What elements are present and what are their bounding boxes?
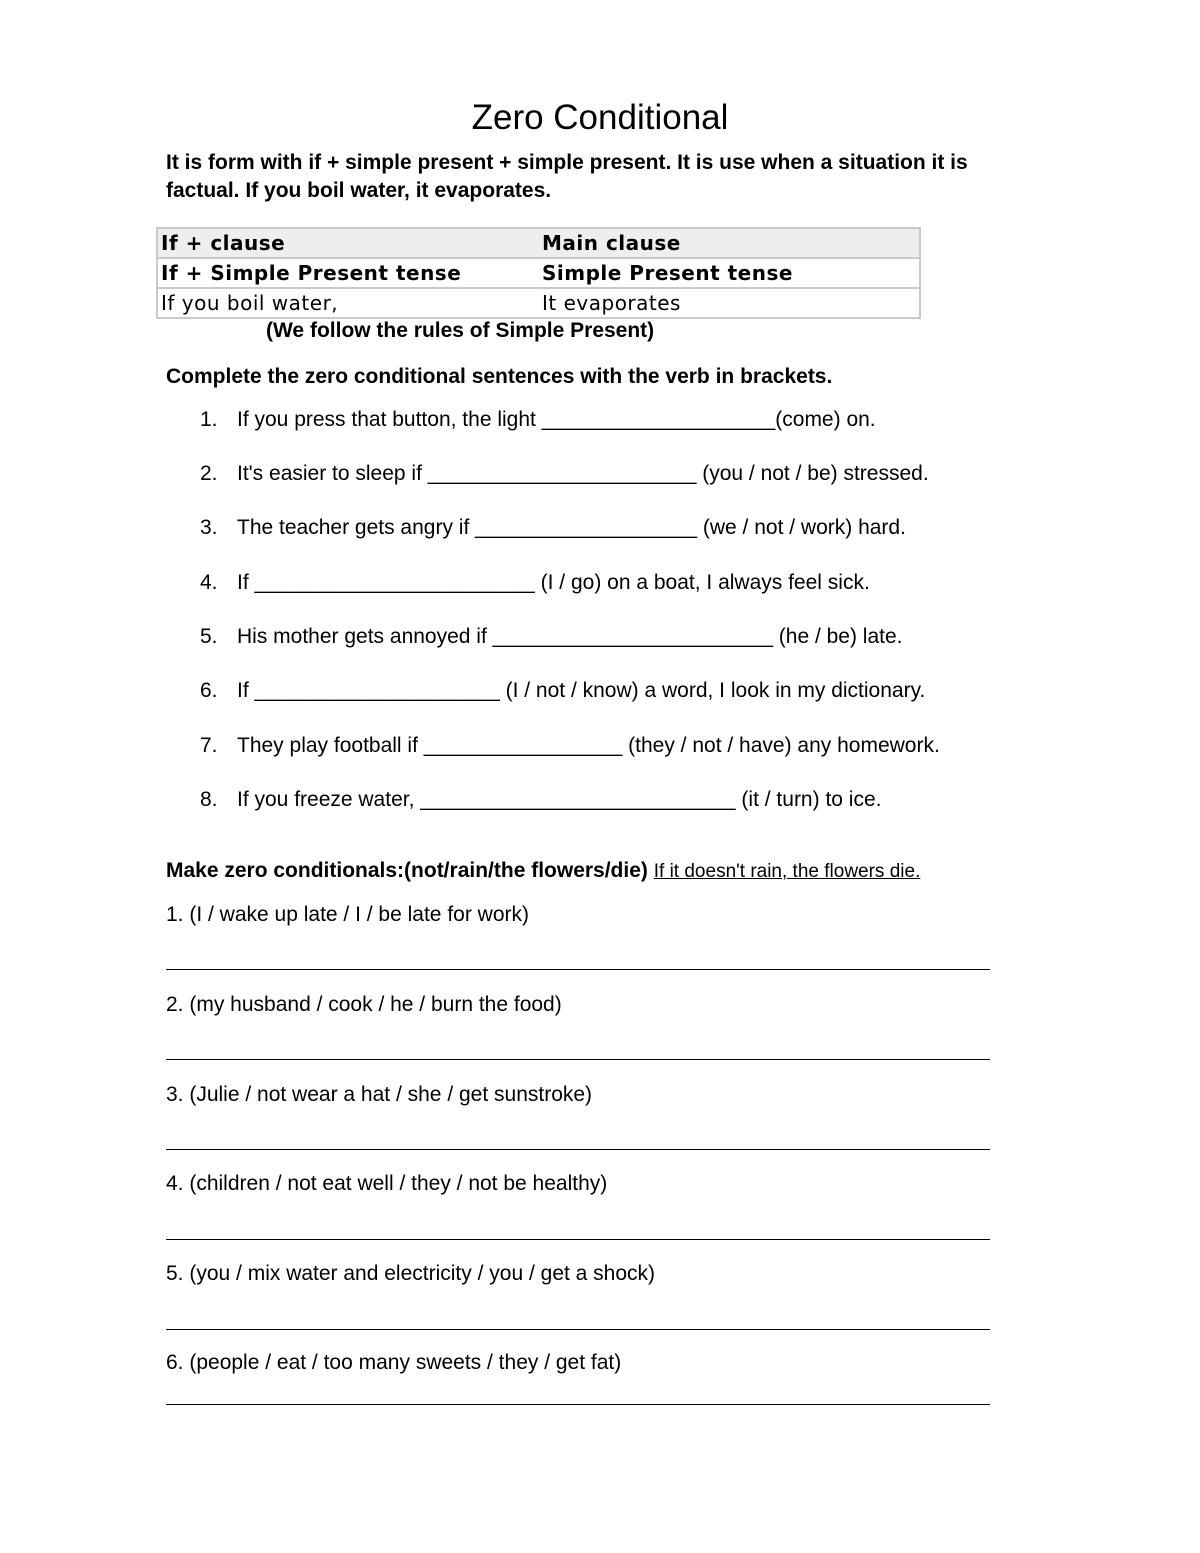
answer-line[interactable] xyxy=(166,1329,990,1330)
exercise2-prompt: 4. (children / not eat well / they / not be healthy) xyxy=(166,1172,608,1195)
exercise2-prompt: 3. (Julie / not wear a hat / she / get sunstroke) xyxy=(166,1083,593,1106)
list-item xyxy=(200,513,906,543)
table-cell: Main clause xyxy=(539,228,920,258)
item-text: It's easier to sleep if _______________________ (you / not / be) stressed. xyxy=(237,462,929,485)
answer-line[interactable] xyxy=(166,1404,990,1405)
answer-line[interactable] xyxy=(166,969,990,970)
item-number: 8. xyxy=(200,788,218,811)
item-text: His mother gets annoyed if ________________________ (he / be) late. xyxy=(237,625,903,648)
rule-note: (We follow the rules of Simple Present) xyxy=(266,319,655,342)
answer-line[interactable] xyxy=(166,1239,990,1240)
table-cell: If you boil water, xyxy=(157,288,539,318)
exercise2-prompt: 5. (you / mix water and electricity / you / get a shock) xyxy=(166,1262,656,1285)
grammar-table xyxy=(156,227,921,319)
list-item xyxy=(200,459,929,489)
item-text: If _____________________ (I / not / know) a word, I look in my dictionary. xyxy=(237,679,926,702)
exercise2-heading: Make zero conditionals:(not/rain/the flowers/die) xyxy=(166,859,648,882)
item-text: If you press that button, the light ____________________(come) on. xyxy=(237,408,876,431)
exercise2-prompt: 6. (people / eat / too many sweets / they / get fat) xyxy=(166,1351,622,1374)
list-item xyxy=(200,731,940,761)
intro-text: It is form with if + simple present + simple present. It is use when a situation it is factual. If you boil water, it evaporates. xyxy=(166,151,968,202)
table-row xyxy=(157,228,920,258)
item-text: The teacher gets angry if ___________________ (we / not / work) hard. xyxy=(237,516,906,539)
table-cell: Simple Present tense xyxy=(539,258,920,288)
exercise2-prompt: 1. (I / wake up late / I / be late for work) xyxy=(166,903,529,926)
item-number: 1. xyxy=(200,408,218,431)
list-item xyxy=(200,622,903,652)
item-number: 3. xyxy=(200,516,218,539)
item-text: They play football if _________________ (they / not / have) any homework. xyxy=(237,734,940,757)
exercise2-heading-row xyxy=(166,857,920,886)
list-item xyxy=(200,405,876,435)
item-number: 6. xyxy=(200,679,218,702)
exercise1-instructions: Complete the zero conditional sentences with the verb in brackets. xyxy=(166,365,833,388)
table-cell: If + Simple Present tense xyxy=(157,258,539,288)
table-cell: If + clause xyxy=(157,228,539,258)
table-cell: It evaporates xyxy=(539,288,920,318)
table-row xyxy=(157,258,920,288)
item-text: If you freeze water, ___________________________ (it / turn) to ice. xyxy=(237,788,882,811)
item-number: 7. xyxy=(200,734,218,757)
answer-line[interactable] xyxy=(166,1059,990,1060)
table-row xyxy=(157,288,920,318)
item-number: 4. xyxy=(200,571,218,594)
list-item xyxy=(200,568,870,598)
exercise2-prompt: 2. (my husband / cook / he / burn the food) xyxy=(166,993,562,1016)
list-item xyxy=(200,785,881,815)
list-item xyxy=(200,676,925,706)
exercise2-example: If it doesn't rain, the flowers die. xyxy=(653,861,921,882)
item-number: 2. xyxy=(200,462,218,485)
answer-line[interactable] xyxy=(166,1149,990,1150)
item-number: 5. xyxy=(200,625,218,648)
page-title: Zero Conditional xyxy=(471,98,729,137)
item-text: If ________________________ (I / go) on a boat, I always feel sick. xyxy=(237,571,870,594)
